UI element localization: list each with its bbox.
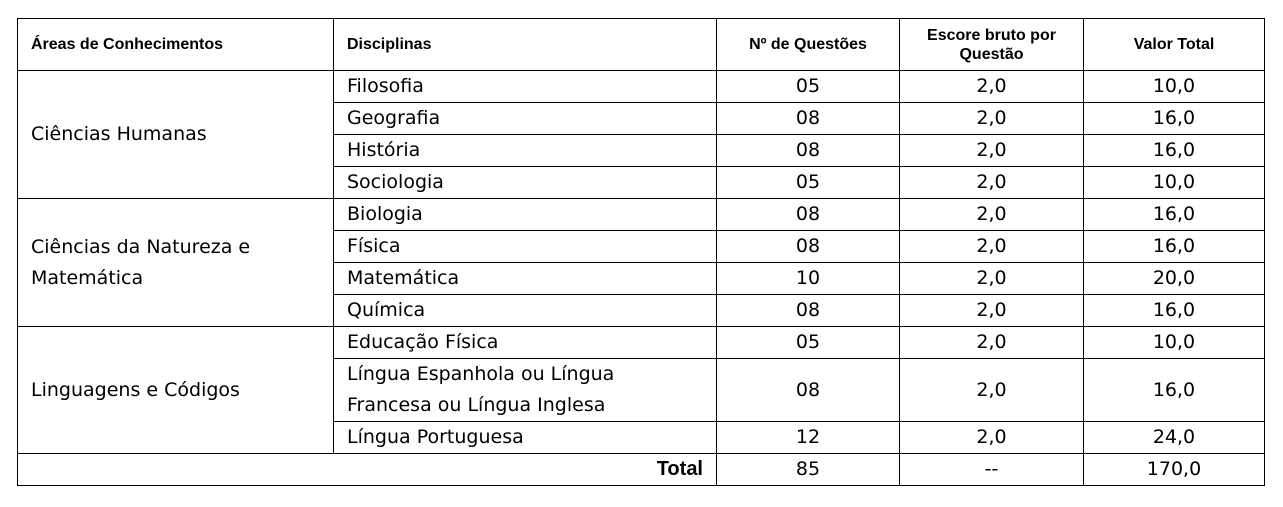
total-value: 170,0 (1084, 454, 1265, 486)
discipline-cell (334, 422, 717, 454)
score-cell: 2,0 (900, 103, 1084, 135)
discipline-label: Biologia (347, 203, 423, 225)
score-cell: 2,0 (900, 135, 1084, 167)
score-cell: 2,0 (900, 199, 1084, 231)
score-cell: 2,0 (900, 167, 1084, 199)
questions-cell: 08 (717, 231, 900, 263)
total-value-cell: 16,0 (1084, 359, 1265, 422)
total-value-cell: 10,0 (1084, 71, 1265, 103)
questions-cell: 08 (717, 135, 900, 167)
table-row (18, 71, 1265, 103)
header-score-line2: Questão (959, 45, 1024, 63)
total-row (18, 454, 1265, 486)
total-value-cell: 10,0 (1084, 327, 1265, 359)
discipline-cell (334, 103, 717, 135)
discipline-cell (334, 327, 717, 359)
discipline-cell (334, 71, 717, 103)
questions-cell: 08 (717, 103, 900, 135)
area-cell (18, 327, 334, 454)
discipline-label: Língua Portuguesa (347, 426, 524, 448)
header-score-line1: Escore bruto por (927, 26, 1056, 44)
discipline-label: Geografia (347, 107, 441, 129)
questions-cell: 08 (717, 295, 900, 327)
table-body (18, 71, 1265, 454)
table-container (17, 18, 1265, 486)
score-cell: 2,0 (900, 263, 1084, 295)
score-cell: 2,0 (900, 359, 1084, 422)
questions-cell: 10 (717, 263, 900, 295)
score-cell: 2,0 (900, 71, 1084, 103)
discipline-cell (334, 263, 717, 295)
discipline-cell (334, 231, 717, 263)
header-discipline: Disciplinas (334, 19, 717, 71)
discipline-cell (334, 295, 717, 327)
table-row (18, 199, 1265, 231)
total-score: -- (900, 454, 1084, 486)
total-value-cell: 16,0 (1084, 295, 1265, 327)
questions-cell: 08 (717, 359, 900, 422)
exam-distribution-table (17, 18, 1265, 486)
area-label: Ciências da Natureza e (31, 235, 251, 258)
discipline-label: Sociologia (347, 171, 444, 193)
area-label: Linguagens e Códigos (31, 378, 240, 401)
total-value-cell: 16,0 (1084, 199, 1265, 231)
discipline-cell (334, 359, 717, 422)
header-row (18, 19, 1265, 71)
questions-cell: 12 (717, 422, 900, 454)
discipline-cell (334, 135, 717, 167)
discipline-cell (334, 167, 717, 199)
questions-cell: 05 (717, 327, 900, 359)
total-label: Total (18, 454, 717, 486)
discipline-label: Língua Espanhola ou Língua (347, 363, 615, 385)
table-row (18, 327, 1265, 359)
discipline-label: História (347, 139, 421, 161)
questions-cell: 08 (717, 199, 900, 231)
area-cell (18, 199, 334, 327)
questions-cell: 05 (717, 167, 900, 199)
discipline-label: Francesa ou Língua Inglesa (347, 394, 606, 416)
total-value-cell: 10,0 (1084, 167, 1265, 199)
discipline-cell (334, 199, 717, 231)
header-total-value: Valor Total (1084, 19, 1265, 71)
questions-cell: 05 (717, 71, 900, 103)
score-cell: 2,0 (900, 327, 1084, 359)
header-questions: Nº de Questões (717, 19, 900, 71)
total-value-cell: 16,0 (1084, 231, 1265, 263)
score-cell: 2,0 (900, 231, 1084, 263)
score-cell: 2,0 (900, 295, 1084, 327)
area-label: Matemática (31, 266, 144, 289)
header-area: Áreas de Conhecimentos (18, 19, 334, 71)
header-score (900, 19, 1084, 71)
score-cell: 2,0 (900, 422, 1084, 454)
area-label: Ciências Humanas (31, 123, 207, 145)
discipline-label: Física (347, 235, 401, 257)
discipline-label: Educação Física (347, 331, 499, 353)
area-cell (18, 71, 334, 199)
discipline-label: Matemática (347, 267, 460, 289)
discipline-label: Química (347, 299, 426, 321)
total-value-cell: 20,0 (1084, 263, 1265, 295)
discipline-label: Filosofia (347, 75, 424, 97)
total-value-cell: 16,0 (1084, 135, 1265, 167)
total-value-cell: 16,0 (1084, 103, 1265, 135)
total-value-cell: 24,0 (1084, 422, 1265, 454)
total-questions: 85 (717, 454, 900, 486)
